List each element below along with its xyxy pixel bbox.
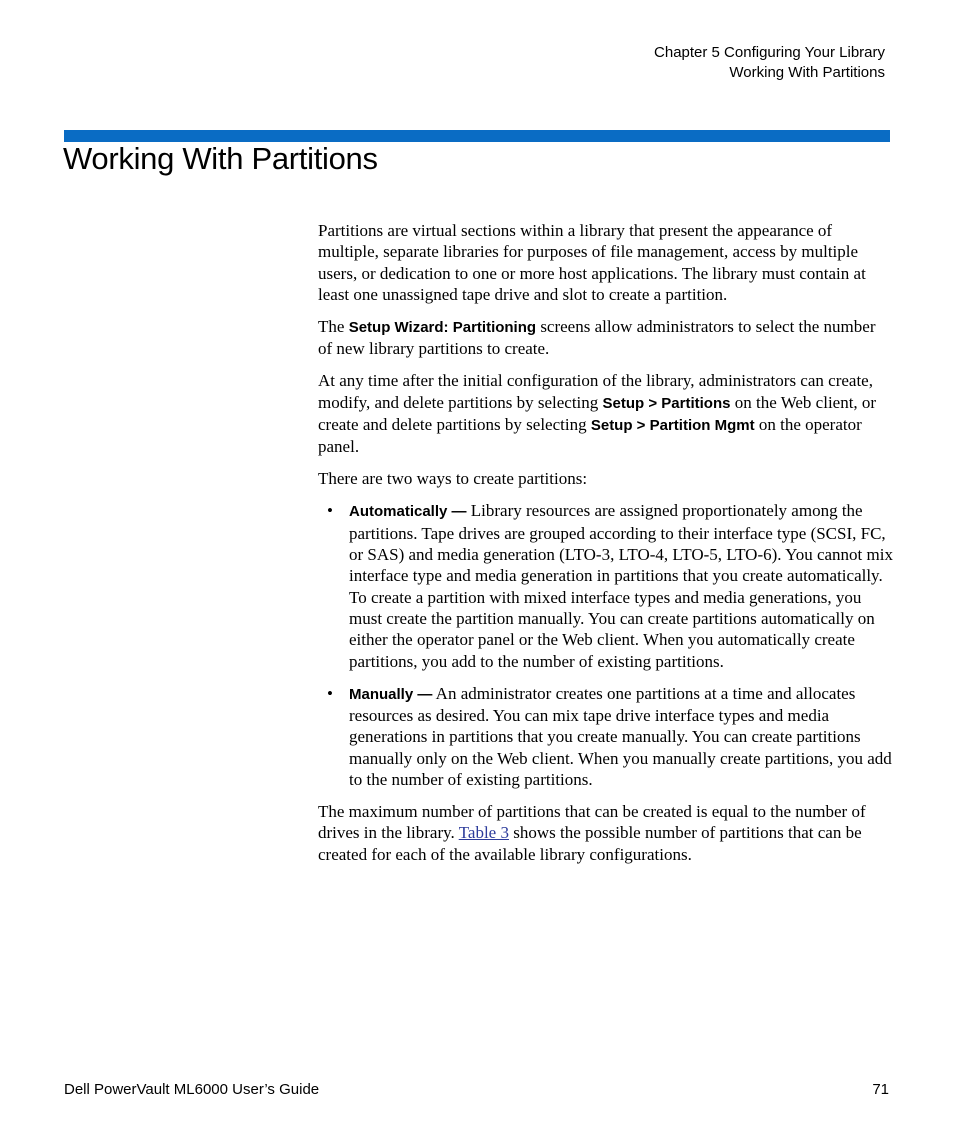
header-chapter: Chapter 5 Configuring Your Library: [654, 44, 885, 61]
bullet-icon: •: [327, 683, 333, 703]
setup-wizard-paragraph: [318, 316, 893, 360]
footer-doc-title: Dell PowerVault ML6000 User’s Guide: [64, 1081, 320, 1098]
maximum-partitions-paragraph: [318, 801, 893, 865]
text-run: on the operator panel.: [318, 414, 862, 457]
ui-term-partition-mgmt: Setup > Partition Mgmt: [590, 416, 755, 434]
text-run: At any time after the initial configuration of the library, administrators can create, modify, and delete partitions by selecting: [318, 371, 873, 412]
page-title: Working With Partitions: [63, 141, 378, 176]
partition-menu-paragraph: [318, 370, 893, 457]
text-run: screens allow administrators to select the number of new library partitions to create.: [318, 316, 876, 359]
ui-term-setup-partitions: Setup > Partitions: [602, 394, 731, 412]
text-run: shows the possible number of partitions that can be created for each of the available library configurations.: [318, 823, 862, 864]
text-run: on the Web client, or create and delete partitions by selecting: [318, 392, 877, 434]
bullet-text: An administrator creates one partitions at a time and allocates resources as desired. You can mix tape drive interface types and media generations in partitions that you create manually. You can create partitions manually only on the Web client. When you manually create partitions, you add to the number of existing partitions.: [349, 683, 892, 789]
text-run: The: [318, 316, 349, 336]
bullet-term-manually: Manually —: [349, 685, 433, 703]
bullet-term-automatically: Automatically —: [349, 503, 467, 521]
bullet-text: Library resources are assigned proportionately among the partitions. Tape drives are grouped according to their interface type (SCSI, FC, or SAS) and media generation (LTO-3, LTO-4, LTO-5, LTO-6). You cannot mix interface type and media generation in partitions that you create automatically. To create a partition with mixed interface types and media generations, you must create the partition manually. You can create partitions automatically on either the operator panel or the Web client. When you automatically create partitions, you add to the number of existing partitions.: [349, 501, 893, 671]
table-3-link[interactable]: Table 3: [458, 823, 509, 843]
list-item: [318, 683, 893, 790]
ways-intro-paragraph: There are two ways to create partitions:: [318, 469, 588, 489]
footer-page-number: 71: [872, 1081, 889, 1098]
body-column: [318, 220, 893, 876]
text-run: The maximum number of partitions that can be created is equal to the number of drives in the library.: [318, 801, 866, 843]
ui-term-setup-wizard: Setup Wizard: Partitioning: [348, 318, 537, 336]
intro-paragraph: Partitions are virtual sections within a library that present the appearance of multiple, separate libraries for purposes of file management, access by multiple users, or dedication to one or more host applications. The library must contain at least one unassigned tape drive and slot to create a partition.: [318, 221, 866, 304]
bullet-icon: •: [327, 501, 333, 521]
header-section: Working With Partitions: [729, 64, 885, 81]
running-header: [654, 43, 885, 83]
list-item: [318, 500, 893, 671]
ways-list: [318, 500, 893, 790]
